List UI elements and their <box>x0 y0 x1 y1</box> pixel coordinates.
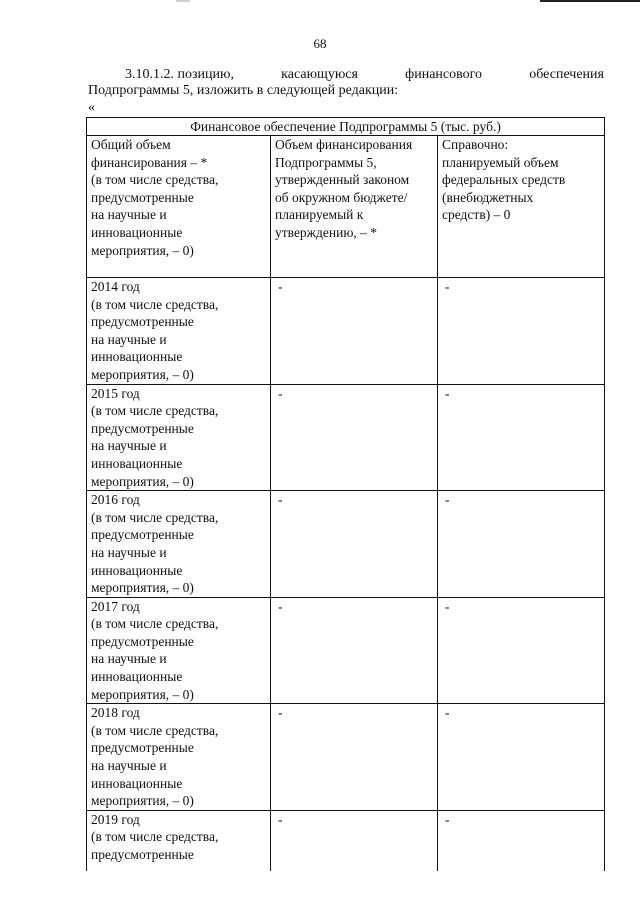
cell-text-line: на научные и <box>91 331 167 347</box>
cell-text-line: на научные и <box>91 544 167 560</box>
year-label: 2015 год <box>91 385 140 401</box>
cell-text-line: (в том числе средства, <box>91 616 219 632</box>
cell-text-line: (в том числе средства, <box>91 172 219 188</box>
subprogram-volume-cell <box>271 278 438 385</box>
cell-text-line: планируемый объем <box>442 154 559 170</box>
cell-value: - <box>445 811 450 827</box>
cell-value: - <box>445 598 450 614</box>
subprogram-volume-cell <box>271 491 438 598</box>
table-row <box>87 597 605 704</box>
cell-text-line: мероприятия, – 0) <box>91 242 194 258</box>
cell-text-line: инновационные <box>91 775 183 791</box>
cell-text-line: предусмотренные <box>91 740 194 756</box>
year-cell <box>87 597 271 704</box>
intro-word: 3.10.1.2. позицию, <box>125 67 234 82</box>
cell-text-line: (в том числе средства, <box>91 403 219 419</box>
cell-value: - <box>278 598 283 614</box>
year-label: 2014 год <box>91 279 140 294</box>
cell-text-line: финансирования – * <box>91 154 208 170</box>
table-row <box>87 704 605 811</box>
cell-text-line: об окружном бюджете/ <box>275 189 408 205</box>
year-label: 2018 год <box>91 705 140 721</box>
table-row <box>87 278 605 385</box>
intro-word: обеспечения <box>529 67 604 82</box>
cell-text-line: мероприятия, – 0) <box>91 686 194 702</box>
page-number: 68 <box>313 36 327 51</box>
federal-funds-cell <box>438 810 605 871</box>
year-cell <box>87 491 271 598</box>
cell-value: - <box>445 705 450 721</box>
year-cell <box>87 810 271 871</box>
year-cell <box>87 384 271 491</box>
cell-text-line: на научные и <box>91 438 167 454</box>
cell-text-line: мероприятия, – 0) <box>91 793 194 809</box>
cell-text-line: инновационные <box>91 224 183 240</box>
cell-text-line: утверждению, – * <box>275 224 378 240</box>
subprogram-volume-cell <box>271 810 438 871</box>
cell-value: - <box>278 385 283 401</box>
year-cell <box>87 278 271 385</box>
cell-text-line: (в том числе средства, <box>91 829 219 845</box>
table-header-row <box>87 136 605 278</box>
subprogram-volume-cell <box>271 597 438 704</box>
cell-text-line: утвержденный законом <box>275 172 410 188</box>
cell-value: - <box>278 279 283 294</box>
cell-text-line: Объем финансирования <box>275 137 413 152</box>
cell-value: - <box>445 492 450 508</box>
cell-value: - <box>445 385 450 401</box>
cell-value: - <box>278 705 283 721</box>
cell-text-line: (внебюджетных <box>442 189 534 205</box>
scan-edge-mark <box>176 0 190 2</box>
cell-text-line: мероприятия, – 0) <box>91 366 194 382</box>
subprogram-volume-cell <box>271 704 438 811</box>
cell-text-line: предусмотренные <box>91 314 194 330</box>
year-label: 2017 год <box>91 598 140 614</box>
cell-text-line: федеральных средств <box>442 172 566 188</box>
cell-text-line: средств) – 0 <box>442 207 511 223</box>
cell-text-line: предусмотренные <box>91 847 194 862</box>
federal-funds-cell <box>438 384 605 491</box>
cell-text-line: (в том числе средства, <box>91 296 219 312</box>
table-row <box>87 810 605 871</box>
cell-text-line: на научные и <box>91 651 167 667</box>
intro-word: касающуюся <box>281 67 358 82</box>
opening-quote-mark: « <box>88 100 95 115</box>
table-row <box>87 384 605 491</box>
table-title-row <box>87 118 605 136</box>
header-federal-reference <box>438 136 605 278</box>
federal-funds-cell <box>438 491 605 598</box>
cell-text-line: (в том числе средства, <box>91 722 219 738</box>
cell-text-line: Справочно: <box>442 137 509 152</box>
subprogram-volume-cell <box>271 384 438 491</box>
cell-text-line: инновационные <box>91 562 183 578</box>
cell-text-line: на научные и <box>91 207 167 223</box>
federal-funds-cell <box>438 704 605 811</box>
cell-text-line: предусмотренные <box>91 633 194 649</box>
federal-funds-cell <box>438 278 605 385</box>
intro-paragraph-line-2: Подпрограммы 5, изложить в следующей редакции: <box>88 83 399 98</box>
year-label: 2016 год <box>91 492 140 508</box>
cell-value: - <box>278 492 283 508</box>
header-total-financing <box>87 136 271 278</box>
cell-value: - <box>445 279 450 294</box>
year-label: 2019 год <box>91 811 140 827</box>
header-subprogram-volume <box>271 136 438 278</box>
cell-value: - <box>278 811 283 827</box>
cell-text-line: мероприятия, – 0) <box>91 473 194 489</box>
cell-text-line: предусмотренные <box>91 420 194 436</box>
cell-text-line: инновационные <box>91 455 183 471</box>
cell-text-line: инновационные <box>91 669 183 685</box>
scan-edge-mark <box>540 0 640 2</box>
cell-text-line: планируемый к <box>275 207 364 223</box>
cell-text-line: инновационные <box>91 349 183 365</box>
cell-text-line: Подпрограммы 5, <box>275 154 377 170</box>
cell-text-line: мероприятия, – 0) <box>91 580 194 596</box>
intro-paragraph-line-1 <box>125 67 604 83</box>
table-title: Финансовое обеспечение Подпрограммы 5 (тыс. руб.) <box>87 118 605 136</box>
table-row <box>87 491 605 598</box>
cell-text-line: на научные и <box>91 758 167 774</box>
federal-funds-cell <box>438 597 605 704</box>
year-cell <box>87 704 271 811</box>
cell-text-line: (в том числе средства, <box>91 509 219 525</box>
intro-word: финансового <box>405 67 483 82</box>
cell-text-line: предусмотренные <box>91 189 194 205</box>
financing-table <box>86 117 605 871</box>
cell-text-line: Общий объем <box>91 137 171 152</box>
cell-text-line: предусмотренные <box>91 527 194 543</box>
